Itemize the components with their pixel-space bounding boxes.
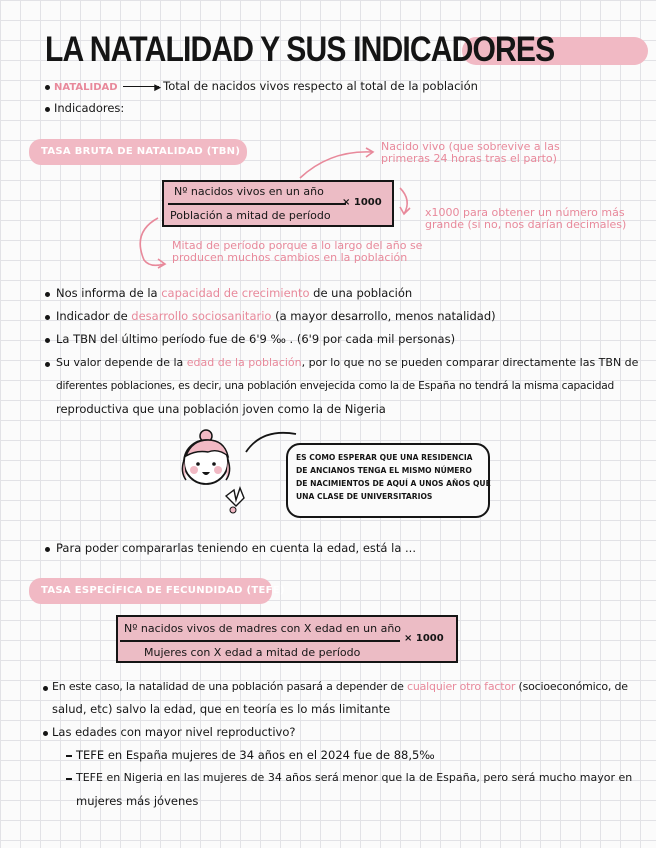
- bullet-dot: [45, 547, 50, 552]
- tefe-sub-1: TEFE en España mujeres de 34 años en el 2024 fue de 88,5‰: [76, 748, 435, 762]
- indicators-label: Indicadores:: [54, 101, 125, 115]
- note-mitad-periodo: Mitad de período porque a lo largo del año se producen muchos cambios en la población: [172, 239, 423, 264]
- tbn-bullet-1: Nos informa de la capacidad de crecimiento de una población: [56, 286, 413, 300]
- tefe-numerator: Nº nacidos vivos de madres con X edad en un año: [124, 622, 402, 635]
- tefe-multiplier: × 1000: [404, 633, 444, 644]
- bullet-dot: [45, 292, 50, 297]
- bullet-dot: [43, 731, 48, 736]
- tbn-bullet-4-line-2: diferentes poblaciones, es decir, una población envejecida como la de España no tendrá la misma capacidad: [56, 380, 615, 392]
- tbn-bullet-3: La TBN del último período fue de 6'9 ‰ . (6'9 por cada mil personas): [56, 332, 456, 346]
- tbn-denominator: Población a mitad de período: [170, 209, 331, 222]
- tbn-bullet-5: Para poder compararlas teniendo en cuenta la edad, está la ...: [56, 541, 416, 555]
- tbn-bullet-4-line-3: reproductiva que una población joven como la de Nigeria: [56, 402, 386, 416]
- bullet-dot: [45, 338, 50, 343]
- note-x1000: x1000 para obtener un número más grande (si no, nos darían decimales): [425, 206, 627, 231]
- bullet-dot: [45, 362, 50, 367]
- girl-doodle-icon: [178, 426, 268, 518]
- natalidad-term: NATALIDAD: [54, 82, 118, 93]
- fraction-line: [168, 203, 346, 205]
- tefe-heading: TASA ESPECÍFICA DE FECUNDIDAD (TEFE): [29, 578, 272, 604]
- bullet-dot: [43, 686, 48, 691]
- tbn-heading: TASA BRUTA DE NATALIDAD (TBN): [29, 139, 247, 165]
- tbn-numerator: Nº nacidos vivos en un año: [174, 185, 324, 198]
- tefe-bullet-1: En este caso, la natalidad de una población pasará a depender de cualquier otro factor (socioeconómico, de: [52, 680, 628, 693]
- tefe-bullet-2: Las edades con mayor nivel reproductivo?: [52, 725, 296, 739]
- fraction-line: [120, 640, 400, 642]
- natalidad-definition: Total de nacidos vivos respecto al total de la población: [163, 79, 478, 93]
- tefe-sub-2-line-2: mujeres más jóvenes: [76, 794, 199, 808]
- arrow-head-icon: ▶: [154, 83, 162, 93]
- tbn-multiplier: × 1000: [342, 197, 382, 208]
- bullet-dot: [45, 315, 50, 320]
- page-title: LA NATALIDAD Y SUS INDICADORES: [45, 30, 555, 69]
- tbn-bullet-4: Su valor depende de la edad de la población, por lo que no se pueden comparar directamente las TBN de: [56, 356, 639, 369]
- tefe-denominator: Mujeres con X edad a mitad de período: [144, 646, 361, 659]
- tefe-sub-2: TEFE en Nigeria en las mujeres de 34 años será menor que la de España, pero será mucho mayor en: [76, 771, 633, 784]
- dash-icon: [66, 778, 72, 780]
- tbn-bullet-2: Indicador de desarrollo sociosanitario (a mayor desarrollo, menos natalidad): [56, 309, 496, 323]
- note-nacido-vivo: Nacido vivo (que sobrevive a las primeras 24 horas tras el parto): [381, 140, 560, 165]
- dash-icon: [66, 755, 72, 757]
- speech-bubble: ES COMO ESPERAR QUE UNA RESIDENCIA DE ANCIANOS TENGA EL MISMO NÚMERO DE NACIMIENTOS DE AQUÍ A UNOS AÑOS QUE UNA CLASE DE UNIVERSITARIOS: [286, 443, 490, 518]
- tefe-bullet-1-line-2: salud, etc) salvo la edad, que en teoría es lo más limitante: [52, 702, 391, 716]
